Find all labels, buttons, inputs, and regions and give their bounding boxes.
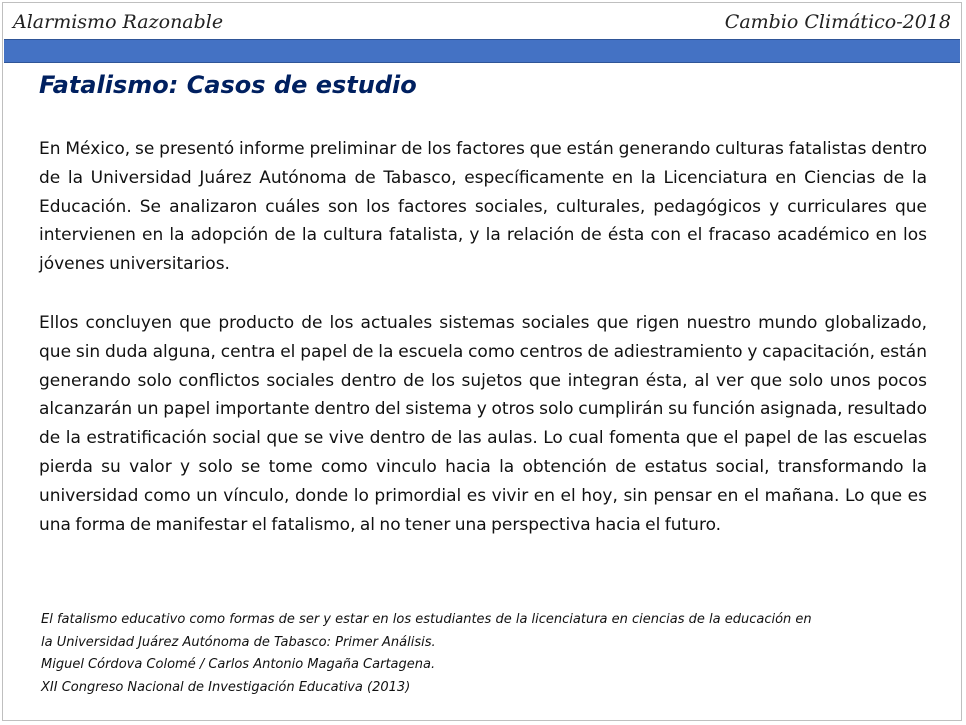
paragraph-2: Ellos concluyen que producto de los actuales sistemas sociales que rigen nuestro mundo globalizado, que sin duda alguna, centra el papel de la escuela como centros de adiestramiento y capacitación, están generando solo conflictos sociales dentro de los sujetos que integran ésta, al ver que solo unos pocos alcanzarán un papel importante dentro del sistema y otros solo cumplirán su función asignada, resultado de la estratificación social que se vive dentro de las aulas. Lo cual fomenta que el papel de las escuelas pierda su valor y solo se tome como vinculo hacia la obtención de estatus social, transformando la universidad como un vínculo, donde lo primordial es vivir en el hoy, sin pensar en el mañana. Lo que es una forma de manifestar el fatalismo, al no tener una perspectiva hacia el futuro. <box>39 313 927 535</box>
slide-title: Fatalismo: Casos de estudio <box>39 71 417 99</box>
header-left-text: Alarmismo Razonable <box>13 11 224 33</box>
citation-line: XII Congreso Nacional de Investigación Educativa (2013) <box>41 679 411 695</box>
header-right-text: Cambio Climático-2018 <box>724 11 951 33</box>
citation-line: la Universidad Juárez Autónoma de Tabasco: Primer Análisis. <box>41 634 436 650</box>
slide <box>2 2 962 721</box>
citation-line: Miguel Córdova Colomé / Carlos Antonio Magaña Cartagena. <box>41 657 436 672</box>
citation <box>41 609 941 699</box>
citation-line: El fatalismo educativo como formas de ser y estar en los estudiantes de la licenciatura en ciencias de la educación en <box>41 612 812 627</box>
header-banner <box>4 39 960 63</box>
paragraph-1: En México, se presentó informe preliminar de los factores que están generando culturas fatalistas dentro de la Universidad Juárez Autónoma de Tabasco, específicamente en la Licenciatura en Ciencias de la Educación. Se analizaron cuáles son los factores sociales, culturales, pedagógicos y curriculares que intervienen en la adopción de la cultura fatalista, y la relación de ésta con el fracaso académico en los jóvenes universitarios. <box>39 139 927 275</box>
